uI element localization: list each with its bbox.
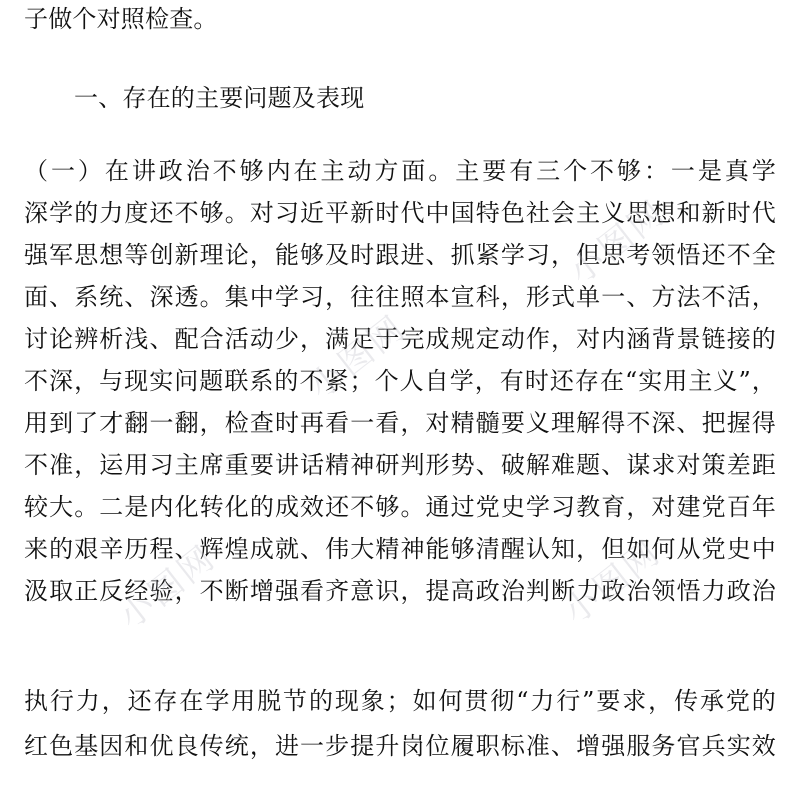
paragraph-line: 强军思想等创新理论，能够及时跟进、抓紧学习，但思考领悟还不全: [24, 241, 776, 269]
paragraph-line: 红色基因和优良传统，进一步提升岗位履职标准、增强服务官兵实效: [24, 732, 776, 760]
watermark: 小图网: [556, 532, 669, 633]
paragraph-line: 讨论辨析浅、配合活动少，满足于完成规定动作，对内涵背景链接的: [24, 325, 776, 353]
paragraph-line: 执行力，还存在学用脱节的现象；如何贯彻“力行”要求，传承党的: [24, 687, 776, 715]
watermark: 小图网: [301, 307, 414, 408]
watermark: 小图网: [561, 192, 674, 293]
paragraph-line: 不深，与现实问题联系的不紧；个人自学，有时还存在“实用主义”，: [24, 367, 776, 395]
paragraph-line: 来的艰辛历程、辉煌成就、伟大精神能够清醒认知，但如何从党史中: [24, 535, 776, 563]
paragraph-line: （一）在讲政治不够内在主动方面。主要有三个不够：一是真学: [24, 157, 776, 185]
top-fragment: 子做个对照检查。: [24, 5, 218, 33]
paragraph-line: 不准，运用习主席重要讲话精神研判形势、破解难题、谋求对策差距: [24, 451, 776, 479]
paragraph-line: 用到了才翻一翻，检查时再看一看，对精髓要义理解得不深、把握得: [24, 409, 776, 437]
section-heading: 一、存在的主要问题及表现: [74, 84, 365, 112]
paragraph-line: 面、系统、深透。集中学习，往往照本宣科，形式单一、方法不活，: [24, 283, 776, 311]
paragraph-line: 较大。二是内化转化的成效还不够。通过党史学习教育，对建党百年: [24, 493, 776, 521]
watermark: 小图网: [111, 537, 224, 638]
paragraph-line: 深学的力度还不够。对习近平新时代中国特色社会主义思想和新时代: [24, 199, 776, 227]
paragraph-line: 汲取正反经验，不断增强看齐意识，提高政治判断力政治领悟力政治: [24, 577, 776, 605]
